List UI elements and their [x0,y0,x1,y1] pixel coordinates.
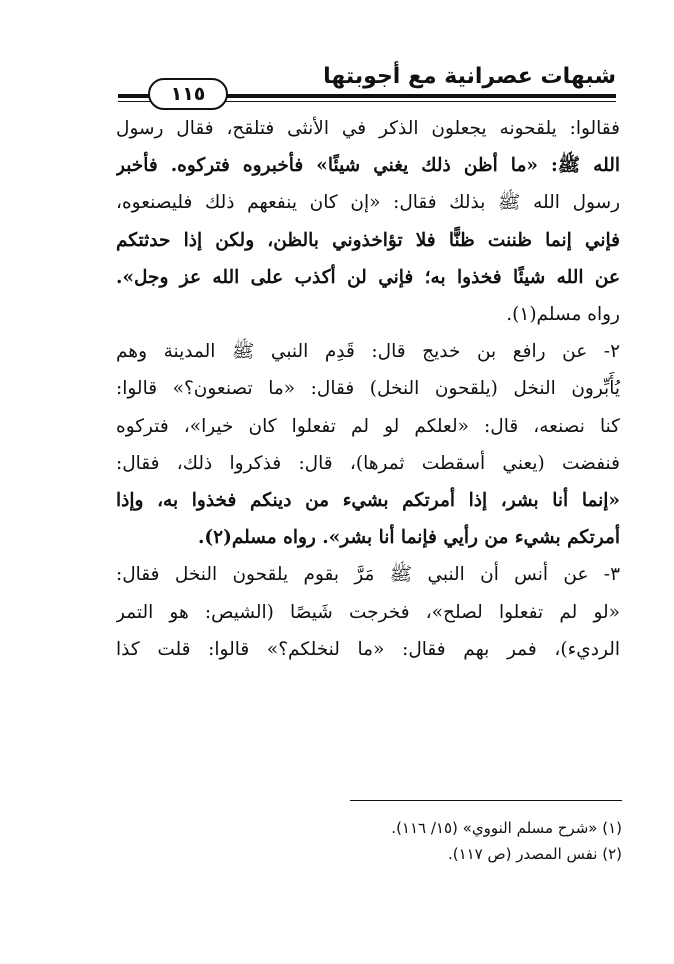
page-header [118,60,616,108]
text-line: الله ﷺ: «ما أظن ذلك يغني شيئًا» فأخبروه فتركوه. فأخبر [116,155,620,177]
text-line: الرديء)، فمر بهم فقال: «ما لنخلكم؟» قالوا: قلت كذا [116,638,620,660]
text-line: أمرتكم بشيء من رأيي فإنما أنا بشر». رواه مسلم(٢). [197,527,620,549]
text-line: «إنما أنا بشر، إذا أمرتكم بشيء من دينكم فخذوا به، وإذا [116,490,620,512]
text-line: فنفضت (يعني أسقطت ثمرها)، قال: فذكروا ذلك، فقال: [116,452,620,474]
text-line: «لو لم تفعلوا لصلح»، فخرجت شَيصًا (الشيص: هو التمر [116,601,620,623]
body-text [116,110,620,668]
text-line: يُأَبِّرون النخل (يلقحون النخل) فقال: «ما تصنعون؟» قالوا: [116,378,620,400]
text-line: ٢- عن رافع بن خديج قال: قَدِم النبي ﷺ المدينة وهم [116,341,620,363]
page-number: ١١٥ [148,78,228,110]
text-line: رواه مسلم(١). [506,304,620,326]
text-line: فقالوا: يلقحونه يجعلون الذكر في الأنثى فتلقح، فقال رسول [116,118,620,139]
text-line: فإني إنما ظننت ظنًّا فلا تؤاخذوني بالظن، ولكن إذا حدثتكم [116,229,620,251]
text-line: عن الله شيئًا فخذوا به؛ فإني لن أكذب على الله عز وجل». [116,266,620,288]
text-line: ٣- عن أنس أن النبي ﷺ مَرَّ بقوم يلقحون النخل فقال: [116,564,620,586]
running-title: شبهات عصرانية مع أجوبتها [323,64,616,89]
footnotes [322,815,622,867]
footnote-2: (٢) نفس المصدر (ص ١١٧). [447,845,622,863]
footnote-separator [350,800,622,801]
footnote-1: (١) «شرح مسلم النووي» (١٥/ ١١٦). [391,819,622,837]
text-line: رسول الله ﷺ بذلك فقال: «إن كان ينفعهم ذلك فليصنعوه، [116,192,620,214]
text-line: كنا نصنعه، قال: «لعلكم لو لم تفعلوا كان خيرا»، فتركوه [116,415,620,437]
